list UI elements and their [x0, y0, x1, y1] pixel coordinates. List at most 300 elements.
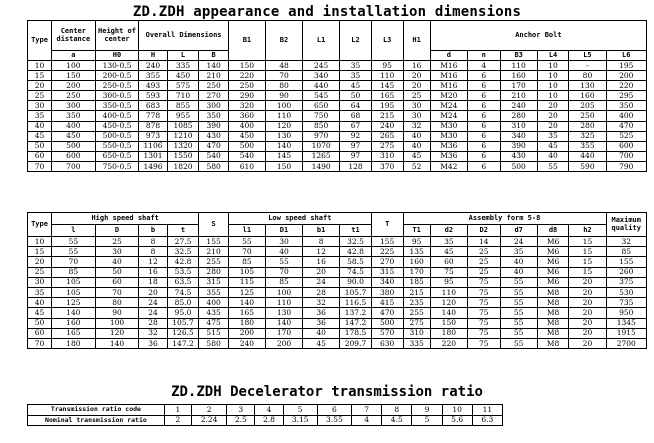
table-cell: 750-0.5 [95, 161, 139, 171]
table-cell: 235 [403, 298, 430, 308]
table-cell: 20 [28, 257, 52, 267]
ratio-value-cell: 3.15 [283, 415, 317, 426]
table-cell: 250 [228, 81, 265, 91]
table-row [28, 277, 647, 287]
table-cell: 500 [500, 161, 537, 171]
table-cell: 710 [167, 91, 199, 101]
table-cell: 355 [139, 71, 167, 81]
table-cell: 1915 [606, 328, 647, 338]
table-cell: 137.2 [340, 308, 372, 318]
table-cell: 125 [52, 298, 96, 308]
table-cell: 220 [606, 81, 647, 91]
table-cell: 30 [265, 237, 302, 247]
table-cell: M16 [430, 71, 467, 81]
table-cell: 200-0.5 [95, 71, 139, 81]
table-cell: 600 [606, 141, 647, 151]
table-cell: 500-0.5 [95, 131, 139, 141]
table-cell: 40 [28, 298, 52, 308]
table-cell: 440 [303, 81, 340, 91]
table-cell: 64 [340, 101, 372, 111]
table-row [28, 338, 647, 348]
table-cell: 150 [228, 61, 265, 71]
table-cell: 340 [303, 71, 340, 81]
table-row [28, 308, 647, 318]
table-cell: 55 [537, 161, 569, 171]
table-cell: 180 [430, 328, 467, 338]
table-cell: 8 [139, 237, 167, 247]
table-cell: 530 [606, 287, 647, 297]
table-cell: 878 [139, 121, 167, 131]
table-cell: 400 [52, 121, 96, 131]
table-cell: 74.5 [167, 287, 199, 297]
table-cell: 16 [303, 257, 340, 267]
sub-l: L [167, 51, 199, 61]
table-cell: 580 [199, 338, 228, 348]
table-cell: 95 [403, 237, 430, 247]
table-cell: 135 [403, 247, 430, 257]
table-cell: 55 [52, 247, 96, 257]
table-cell: 60 [28, 151, 52, 161]
col-s: S [199, 213, 228, 237]
table-cell: 10 [537, 81, 569, 91]
table-cell: 400 [228, 121, 265, 131]
table-cell: 180 [228, 318, 265, 328]
table-cell: 92 [340, 131, 372, 141]
table-cell: 280 [500, 111, 537, 121]
table-cell: 6 [467, 101, 500, 111]
sub-a: a [52, 51, 96, 61]
table-cell: 210 [199, 247, 228, 257]
table-cell: 55 [52, 237, 96, 247]
table-cell: 470 [371, 308, 403, 318]
table-cell: 100 [265, 287, 302, 297]
table-cell: 32 [303, 298, 340, 308]
sub-l4: L4 [537, 51, 569, 61]
table-cell: 6 [467, 141, 500, 151]
ratio-code-cell: 2 [192, 405, 227, 416]
table-cell: 150 [430, 318, 467, 328]
table-cell: 6 [467, 81, 500, 91]
table-cell: 20 [569, 277, 606, 287]
ratio-value-cell: 2.8 [255, 415, 283, 426]
table-cell: 8 [303, 237, 340, 247]
table-cell: 215 [403, 287, 430, 297]
table-cell: 450 [52, 131, 96, 141]
table-cell: M36 [430, 141, 467, 151]
table-cell: 40 [28, 121, 52, 131]
table-cell: 27.5 [167, 237, 199, 247]
ratio-value-cell: 5 [412, 415, 442, 426]
col-type: Type [28, 213, 52, 237]
sub-d7: d7 [500, 225, 537, 237]
table-cell: M36 [430, 151, 467, 161]
table-cell: 255 [403, 308, 430, 318]
table-cell: 70 [228, 247, 265, 257]
table-cell: 75 [467, 287, 500, 297]
table-cell: 50 [28, 318, 52, 328]
table-cell: 55 [500, 287, 537, 297]
table-cell: 270 [371, 257, 403, 267]
table-cell: 735 [606, 298, 647, 308]
table-cell: 150 [265, 161, 302, 171]
col-overall-dimensions: Overall Dimensions [139, 21, 229, 51]
table-cell: 1301 [139, 151, 167, 161]
table-cell: 160 [403, 257, 430, 267]
sub-t: t [167, 225, 199, 237]
ratio-value-cell: 2 [164, 415, 191, 426]
table-cell: 95 [371, 61, 403, 71]
table-cell: 650-0.5 [95, 151, 139, 161]
table-cell: 1070 [303, 141, 340, 151]
table-cell: 209.7 [340, 338, 372, 348]
table-cell: 85 [52, 267, 96, 277]
table-row [28, 151, 647, 161]
table-cell: 180 [52, 338, 96, 348]
table-cell: 20 [569, 298, 606, 308]
table-cell: 32 [139, 328, 167, 338]
table-cell: 375 [606, 277, 647, 287]
table-cell: 130 [569, 81, 606, 91]
table-cell: 10 [537, 61, 569, 71]
table-cell: 700 [606, 151, 647, 161]
table-cell: 126.5 [167, 328, 199, 338]
table-cell: 32.5 [340, 237, 372, 247]
table-cell: 110 [371, 71, 403, 81]
sub-l: l [52, 225, 96, 237]
table-cell: 1210 [167, 131, 199, 141]
table-cell: 48 [265, 61, 302, 71]
table-cell: 90 [265, 91, 302, 101]
table-cell: M8 [537, 328, 569, 338]
sub-h0: H0 [95, 51, 139, 61]
table-cell: 20 [403, 81, 430, 91]
table-cell: 55 [500, 298, 537, 308]
col-low-speed-shaft: Low speed shaft [228, 213, 371, 225]
table-cell: 25 [403, 91, 430, 101]
table-cell: 195 [606, 61, 647, 71]
table-cell: 40 [95, 257, 139, 267]
table-cell: 250 [569, 111, 606, 121]
table-cell: 32.5 [167, 247, 199, 257]
table-cell: 35 [340, 71, 372, 81]
table-cell: 540 [199, 151, 229, 161]
table-cell: 265 [371, 131, 403, 141]
table-cell: 170 [403, 267, 430, 277]
table-cell: 500 [371, 318, 403, 328]
table-cell: 30 [95, 247, 139, 257]
table-cell: 220 [430, 338, 467, 348]
table-cell: 210 [199, 71, 229, 81]
ratio-value-cell: 2.24 [192, 415, 227, 426]
table-cell: 15 [569, 267, 606, 277]
table-cell: 40 [537, 151, 569, 161]
table-cell: 95.0 [167, 308, 199, 318]
table-cell: 105.7 [167, 318, 199, 328]
table-cell: 25 [467, 247, 500, 257]
ratio-value-cell: 5.6 [442, 415, 472, 426]
table-cell: 80 [265, 81, 302, 91]
table-cell: 950 [606, 308, 647, 318]
table-cell: 55 [500, 338, 537, 348]
ratio-code-cell: 1 [164, 405, 191, 416]
table-cell: 575 [167, 81, 199, 91]
table-cell: 15 [28, 247, 52, 257]
col-h1: H1 [403, 21, 430, 61]
table-cell: 300 [199, 101, 229, 111]
table-row [28, 121, 647, 131]
table-cell: 36 [303, 308, 340, 318]
table-cell: 35 [28, 287, 52, 297]
table-cell: 130 [265, 308, 302, 318]
table-cell: 60 [95, 277, 139, 287]
table-cell: 165 [371, 91, 403, 101]
table-row [28, 81, 647, 91]
table-cell: M24 [430, 101, 467, 111]
table-cell: 75 [467, 328, 500, 338]
table-cell: 70 [52, 257, 96, 267]
table-cell: 55 [500, 328, 537, 338]
ratio-value-cell: 4.5 [382, 415, 412, 426]
table-cell: 24 [139, 298, 167, 308]
table-row [28, 71, 647, 81]
table-cell: 30 [403, 101, 430, 111]
table-cell: 35 [537, 131, 569, 141]
table-cell: 1085 [167, 121, 199, 131]
table-cell: 855 [167, 101, 199, 111]
table-cell: 15 [569, 247, 606, 257]
table-cell: 390 [199, 121, 229, 131]
table-cell: 320 [228, 101, 265, 111]
table-cell: M6 [537, 257, 569, 267]
table-cell: 58.5 [340, 257, 372, 267]
table-cell: 315 [371, 267, 403, 277]
table-cell: 245 [303, 61, 340, 71]
table-cell: 95 [430, 277, 467, 287]
table-cell: 450 [228, 131, 265, 141]
table-cell: 250-0.5 [95, 81, 139, 91]
table-cell: 250 [199, 81, 229, 91]
ratio-code-cell: 3 [227, 405, 255, 416]
table-cell: 240 [228, 338, 265, 348]
table-cell: 80 [95, 298, 139, 308]
table-cell: 75 [430, 267, 467, 277]
table-cell: 450 [167, 71, 199, 81]
table-cell: 45 [403, 151, 430, 161]
table-cell: 430 [500, 151, 537, 161]
table-cell: 110 [500, 61, 537, 71]
ratio-code-cell: 8 [382, 405, 412, 416]
col-assembly-form: Assembly form 5-8 [403, 213, 606, 225]
table-cell: 32 [403, 121, 430, 131]
table-cell: 335 [403, 338, 430, 348]
table-cell: 36 [139, 338, 167, 348]
table-cell: 1550 [167, 151, 199, 161]
table-row [28, 131, 647, 141]
table-cell: 12 [139, 257, 167, 267]
sub-h2: h2 [569, 225, 606, 237]
table-cell: 650 [303, 101, 340, 111]
table-cell: 35 [340, 61, 372, 71]
table-cell: 20 [569, 318, 606, 328]
table-cell: 35 [500, 247, 537, 257]
ratio-code-cell: 9 [412, 405, 442, 416]
ratio-code-row [28, 405, 503, 416]
table-cell: 105 [228, 267, 265, 277]
ratio-value-cell: 6.3 [472, 415, 502, 426]
table-cell: 45 [340, 81, 372, 91]
sub-b: b [139, 225, 167, 237]
table-cell: 8 [139, 247, 167, 257]
table-cell: 145 [371, 81, 403, 91]
table-cell: 220 [228, 71, 265, 81]
table-cell: M6 [537, 237, 569, 247]
table-cell: 600 [52, 151, 96, 161]
table-cell: 110 [265, 111, 302, 121]
ratio-code-cell: 5 [283, 405, 317, 416]
table-cell: - [569, 61, 606, 71]
table-cell: 45 [303, 338, 340, 348]
table-cell: 20 [537, 101, 569, 111]
table-cell: 68 [340, 111, 372, 121]
sub-b1: b1 [303, 225, 340, 237]
table-cell: 45 [28, 308, 52, 318]
table-cell: 120 [95, 328, 139, 338]
table-cell: 165 [228, 308, 265, 318]
table-cell: 195 [371, 101, 403, 111]
table-cell: 225 [371, 247, 403, 257]
table-cell: 430 [199, 131, 229, 141]
table-row [28, 161, 647, 171]
table-cell: 55 [500, 308, 537, 318]
table-cell: 350 [199, 111, 229, 121]
table-cell: 20 [569, 328, 606, 338]
table-cell: 97 [340, 151, 372, 161]
table-cell: 20 [569, 308, 606, 318]
table-cell: 778 [139, 111, 167, 121]
table-cell: 6 [467, 91, 500, 101]
table-cell: 155 [199, 237, 228, 247]
ratio-title: ZD.ZDH Decelerator transmission ratio [171, 384, 483, 400]
table-cell: 280 [199, 267, 228, 277]
table-cell: 240 [371, 121, 403, 131]
table-cell: 593 [139, 91, 167, 101]
table-cell: M20 [430, 91, 467, 101]
table-cell: 40 [500, 257, 537, 267]
table-cell: 973 [139, 131, 167, 141]
table-cell: 25 [28, 267, 52, 277]
table-cell: 20 [28, 81, 52, 91]
table-cell: 360 [228, 111, 265, 121]
table-cell: M6 [537, 247, 569, 257]
ratio-code-cell: 10 [442, 405, 472, 416]
table-cell: 545 [303, 91, 340, 101]
table-cell: 85 [606, 247, 647, 257]
table-cell: 15 [569, 237, 606, 247]
col-l1: L1 [303, 21, 340, 61]
table-cell: 45 [430, 247, 467, 257]
table-cell: 55 [500, 318, 537, 328]
ratio-value-cell: 2.5 [227, 415, 255, 426]
table-row [28, 267, 647, 277]
table-cell: 970 [303, 131, 340, 141]
col-b1: B1 [228, 21, 265, 61]
table-cell: 40 [403, 131, 430, 141]
table-cell: M8 [537, 308, 569, 318]
table-cell: 10 [28, 61, 52, 71]
table-cell: 90.0 [340, 277, 372, 287]
table-cell: 74.5 [340, 267, 372, 277]
table-cell: 85.0 [167, 298, 199, 308]
table-cell: 30 [28, 101, 52, 111]
table-cell: 20 [569, 287, 606, 297]
table-cell: 1106 [139, 141, 167, 151]
table-cell: 14 [467, 237, 500, 247]
sub-h: H [139, 51, 167, 61]
table-cell: 500 [228, 141, 265, 151]
ratio-code-cell: 6 [317, 405, 351, 416]
table-cell: 24 [500, 237, 537, 247]
table-cell: 10 [537, 71, 569, 81]
table-row [28, 101, 647, 111]
table-cell: 270 [199, 91, 229, 101]
table-cell: 115 [228, 277, 265, 287]
table-cell: 60 [430, 257, 467, 267]
sub-d2-cap: D2 [467, 225, 500, 237]
table-cell: 350-0.5 [95, 101, 139, 111]
table-cell: 310 [403, 328, 430, 338]
table-cell: 450-0.5 [95, 121, 139, 131]
table-cell: 580 [199, 161, 229, 171]
table-cell: 300 [52, 101, 96, 111]
table-cell: M16 [430, 61, 467, 71]
table-cell: 155 [371, 237, 403, 247]
table-row [28, 141, 647, 151]
table-cell: 140 [228, 298, 265, 308]
table-cell: 6 [467, 161, 500, 171]
table-row [28, 91, 647, 101]
table-cell: 200 [265, 338, 302, 348]
table-cell: 400 [606, 111, 647, 121]
table-cell: 45 [28, 131, 52, 141]
table-cell: 35 [430, 237, 467, 247]
table-cell: 440 [569, 151, 606, 161]
table-cell: M8 [537, 338, 569, 348]
table-cell: 160 [569, 91, 606, 101]
table-cell: 18 [139, 277, 167, 287]
table-cell: 1265 [303, 151, 340, 161]
table-cell: 50 [28, 141, 52, 151]
table-cell: 6 [467, 151, 500, 161]
table-cell: 100 [265, 101, 302, 111]
table-cell: 683 [139, 101, 167, 111]
sub-l6: L6 [606, 51, 647, 61]
table-cell: M16 [430, 81, 467, 91]
col-center-distance: Center distance [52, 21, 96, 51]
table-cell: 40 [500, 267, 537, 277]
sub-d: d [430, 51, 467, 61]
table-cell: 6 [467, 71, 500, 81]
table-cell: 205 [569, 101, 606, 111]
table-cell: M6 [537, 277, 569, 287]
table-cell: 415 [371, 298, 403, 308]
table-cell: 310 [371, 151, 403, 161]
table-cell: 295 [606, 91, 647, 101]
table-cell: 155 [606, 257, 647, 267]
table-cell: 55 [265, 257, 302, 267]
col-l3: L3 [371, 21, 403, 61]
table-cell: 630 [371, 338, 403, 348]
table-cell: 75 [467, 318, 500, 328]
